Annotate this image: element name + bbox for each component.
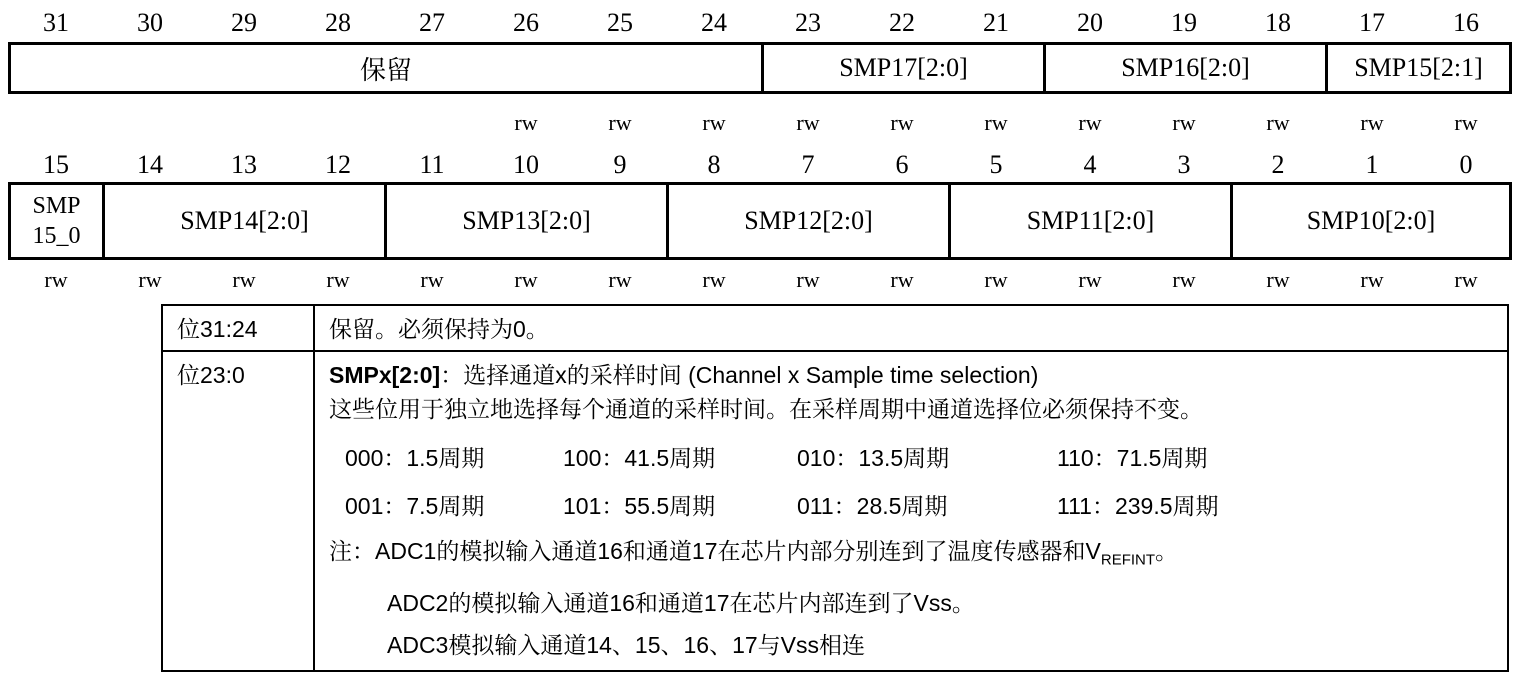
field-smp10: SMP10[2:0] — [1306, 206, 1436, 235]
bits-description: 保留。必须保持为0。 — [314, 305, 1508, 351]
field-title-text: ：选择通道x的采样时间 (Channel x Sample time selection) — [440, 362, 1039, 388]
field-smp15-high: SMP15[2:1] — [1354, 53, 1483, 82]
bit-number: 1 — [1365, 150, 1379, 179]
bit-number: 13 — [231, 150, 257, 179]
note-punct: 。 — [1155, 538, 1179, 564]
bit-number: 6 — [895, 150, 909, 179]
field-smp11: SMP11[2:0] — [951, 185, 1233, 257]
bit-number: 24 — [701, 8, 727, 37]
field-smp17: SMP17[2:0] — [764, 45, 1046, 91]
access-label: rw — [1266, 110, 1290, 135]
access-label: rw — [890, 110, 914, 135]
access-label: rw — [1360, 267, 1384, 292]
bits-description — [314, 351, 1508, 671]
bit-number: 31 — [43, 8, 69, 37]
option-item: 000：1.5周期 — [345, 445, 485, 471]
bit-number: 0 — [1459, 150, 1473, 179]
access-label: rw — [1454, 110, 1478, 135]
bit-number: 25 — [607, 8, 633, 37]
note-subscript: REFINT — [1100, 551, 1156, 569]
field-name: SMPx[2:0] — [329, 362, 441, 388]
option-item: 011：28.5周期 — [797, 493, 948, 519]
bit-number: 9 — [613, 150, 627, 179]
bit-number: 19 — [1171, 8, 1197, 37]
bit-number: 30 — [137, 8, 163, 37]
field-smp15-low-line1: SMP — [32, 193, 81, 219]
bit-number: 3 — [1177, 150, 1191, 179]
note-line: ADC3模拟输入通道14、15、16、17与Vss相连 — [387, 631, 866, 658]
access-label: rw — [138, 267, 162, 292]
access-label: rw — [702, 267, 726, 292]
bit-number: 20 — [1077, 8, 1103, 37]
option-item: 101：55.5周期 — [563, 493, 716, 519]
note-text: 注：ADC1的模拟输入通道16和通道17在芯片内部分别连到了温度传感器和V — [329, 538, 1101, 564]
field-smp13: SMP13[2:0] — [387, 185, 669, 257]
bit-number: 17 — [1359, 8, 1385, 37]
access-label: rw — [1454, 267, 1478, 292]
sample-time-options — [329, 434, 1497, 530]
register-low-row — [8, 182, 1512, 260]
bit-number: 29 — [231, 8, 257, 37]
option-item: 110：71.5周期 — [1057, 445, 1208, 471]
note-line — [329, 530, 1497, 582]
access-label: rw — [1172, 110, 1196, 135]
field-explanation: 这些位用于独立地选择每个通道的采样时间。在采样周期中通道选择位必须保持不变。 — [329, 396, 1203, 422]
access-label: rw — [984, 110, 1008, 135]
option-item: 010：13.5周期 — [797, 445, 950, 471]
option-item: 001：7.5周期 — [345, 493, 485, 519]
field-title — [329, 358, 1497, 392]
access-label: rw — [796, 110, 820, 135]
bit-number: 28 — [325, 8, 351, 37]
field-reserved: 保留 — [11, 45, 764, 91]
access-label: rw — [420, 267, 444, 292]
access-label: rw — [608, 267, 632, 292]
access-label: rw — [984, 267, 1008, 292]
access-label: rw — [1078, 267, 1102, 292]
bit-number: 5 — [989, 150, 1003, 179]
bit-number: 11 — [419, 150, 445, 179]
bit-number: 12 — [325, 150, 351, 179]
access-label: rw — [232, 267, 256, 292]
bit-number: 16 — [1453, 8, 1479, 37]
bit-number: 10 — [513, 150, 539, 179]
access-label: rw — [1172, 267, 1196, 292]
access-label: rw — [608, 110, 632, 135]
access-label: rw — [702, 110, 726, 135]
register-high-row — [8, 42, 1512, 94]
bit-number: 21 — [983, 8, 1009, 37]
access-label: rw — [514, 110, 538, 135]
bit-number: 2 — [1271, 150, 1285, 179]
access-label: rw — [514, 267, 538, 292]
bit-number: 18 — [1265, 8, 1291, 37]
option-item: 100：41.5周期 — [563, 445, 716, 471]
bit-number: 8 — [707, 150, 721, 179]
field-smp12: SMP12[2:0] — [669, 185, 951, 257]
table-row — [162, 305, 1508, 351]
access-label: rw — [1078, 110, 1102, 135]
bit-number: 22 — [889, 8, 915, 37]
bits-label: 位31:24 — [162, 305, 314, 351]
table-row — [162, 351, 1508, 671]
bit-number: 15 — [43, 150, 69, 179]
bit-number: 27 — [419, 8, 445, 37]
bit-number: 4 — [1083, 150, 1097, 179]
access-label: rw — [326, 267, 350, 292]
field-smp15-low-line2: 15_0 — [32, 223, 81, 249]
field-smp14: SMP14[2:0] — [105, 185, 387, 257]
field-smp16: SMP16[2:0] — [1046, 45, 1328, 91]
bits-label: 位23:0 — [162, 351, 314, 671]
access-label: rw — [890, 267, 914, 292]
option-item: 111：239.5周期 — [1057, 493, 1219, 519]
access-label: rw — [1266, 267, 1290, 292]
access-label: rw — [1360, 110, 1384, 135]
field-smp15-low — [11, 185, 105, 257]
bit-number: 26 — [513, 8, 539, 37]
note-line: ADC2的模拟输入通道16和通道17在芯片内部连到了Vss。 — [387, 589, 975, 616]
bit-number: 7 — [801, 150, 815, 179]
access-label: rw — [796, 267, 820, 292]
bit-description-table — [161, 304, 1509, 672]
access-label: rw — [44, 267, 68, 292]
bit-number: 14 — [137, 150, 163, 179]
bit-number: 23 — [795, 8, 821, 37]
